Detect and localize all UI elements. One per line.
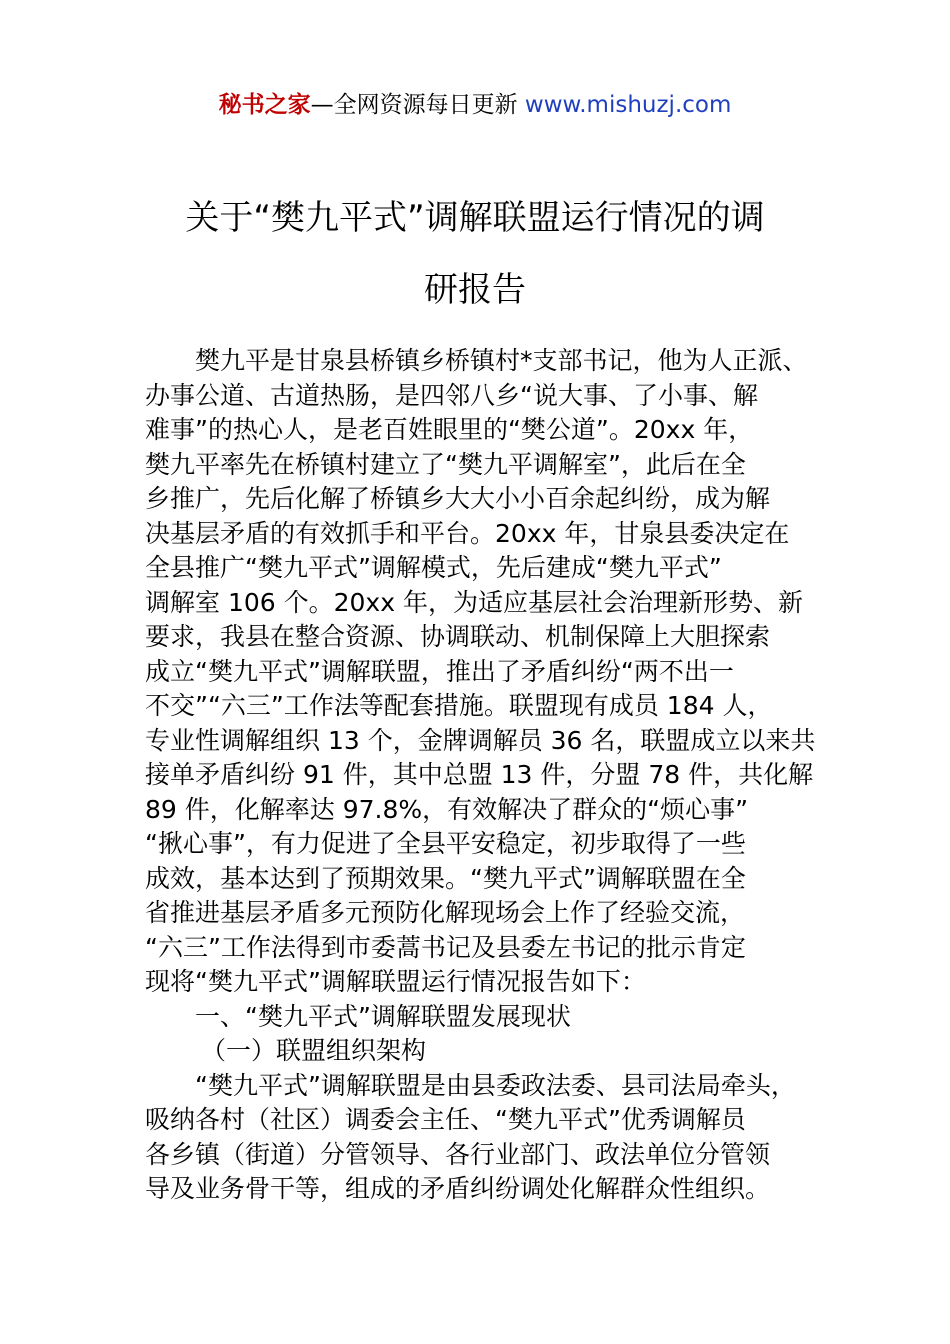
body-line: 调解室 106 个。20xx 年，为适应基层社会治理新形势、新 [145,587,803,617]
body-line: 全县推广“樊九平式”调解模式，先后建成“樊九平式” [145,553,722,582]
body-line: 现将“樊九平式”调解联盟运行情况报告如下： [145,967,646,996]
body-line: 樊九平是甘泉县桥镇乡桥镇村*支部书记，他为人正派、 [195,346,808,375]
document-title [145,182,805,326]
site-header [0,88,950,122]
body-line: 导及业务骨干等，组成的矛盾纠纷调处化解群众性组织。 [145,1174,771,1203]
body-line: 省推进基层矛盾多元预防化解现场会上作了经验交流， [145,898,746,927]
body-line: 成效，基本达到了预期效果。“樊九平式”调解联盟在全 [145,863,746,893]
body-line: 89 件，化解率达 97.8%，有效解决了群众的“烦心事” [145,794,749,824]
site-url-link[interactable]: www.mishuzj.com [524,92,732,118]
body-line: 接单矛盾纠纷 91 件，其中总盟 13 件，分盟 78 件，共化解 [145,760,814,789]
title-line-1: 关于“樊九平式”调解联盟运行情况的调 [185,198,765,238]
body-line: 各乡镇（街道）分管领导、各行业部门、政法单位分管领 [145,1139,771,1169]
body-line: 乡推广，先后化解了桥镇乡大大小小百余起纠纷，成为解 [145,484,771,513]
section-heading: 一、“樊九平式”调解联盟发展现状 [195,1001,571,1031]
sub-heading: （一）联盟组织架构 [201,1036,427,1065]
body-line: 不交”“六三”工作法等配套措施。联盟现有成员 184 人， [145,691,773,720]
body-line: 成立“樊九平式”调解联盟，推出了矛盾纠纷“两不出一 [145,656,734,686]
body-line: 办事公道、古道热肠，是四邻八乡“说大事、了小事、解 [145,380,758,410]
body-line: 樊九平率先在桥镇村建立了“樊九平调解室”，此后在全 [145,449,746,479]
body-line: 要求，我县在整合资源、协调联动、机制保障上大胆探索 [145,622,771,651]
body-line: “樊九平式”调解联盟是由县委政法委、县司法局牵头， [195,1070,796,1100]
body-line: 专业性调解组织 13 个，金牌调解员 36 名，联盟成立以来共 [145,725,816,755]
body-line: 决基层矛盾的有效抓手和平台。20xx 年，甘泉县委决定在 [145,518,790,548]
site-brand: 秘书之家 [218,92,311,118]
body-line: “揪心事”，有力促进了全县平安稳定，初步取得了一些 [145,829,746,858]
body-line: “六三”工作法得到市委蒿书记及县委左书记的批示肯定 [145,932,746,962]
body-line: 难事”的热心人，是老百姓眼里的“樊公道”。20xx 年， [145,415,754,444]
body-line: 吸纳各村（社区）调委会主任、“樊九平式”优秀调解员 [145,1105,746,1134]
document-body [145,344,815,1207]
title-line-2: 研报告 [424,270,526,310]
site-tagline: —全网资源每日更新 [310,92,525,118]
